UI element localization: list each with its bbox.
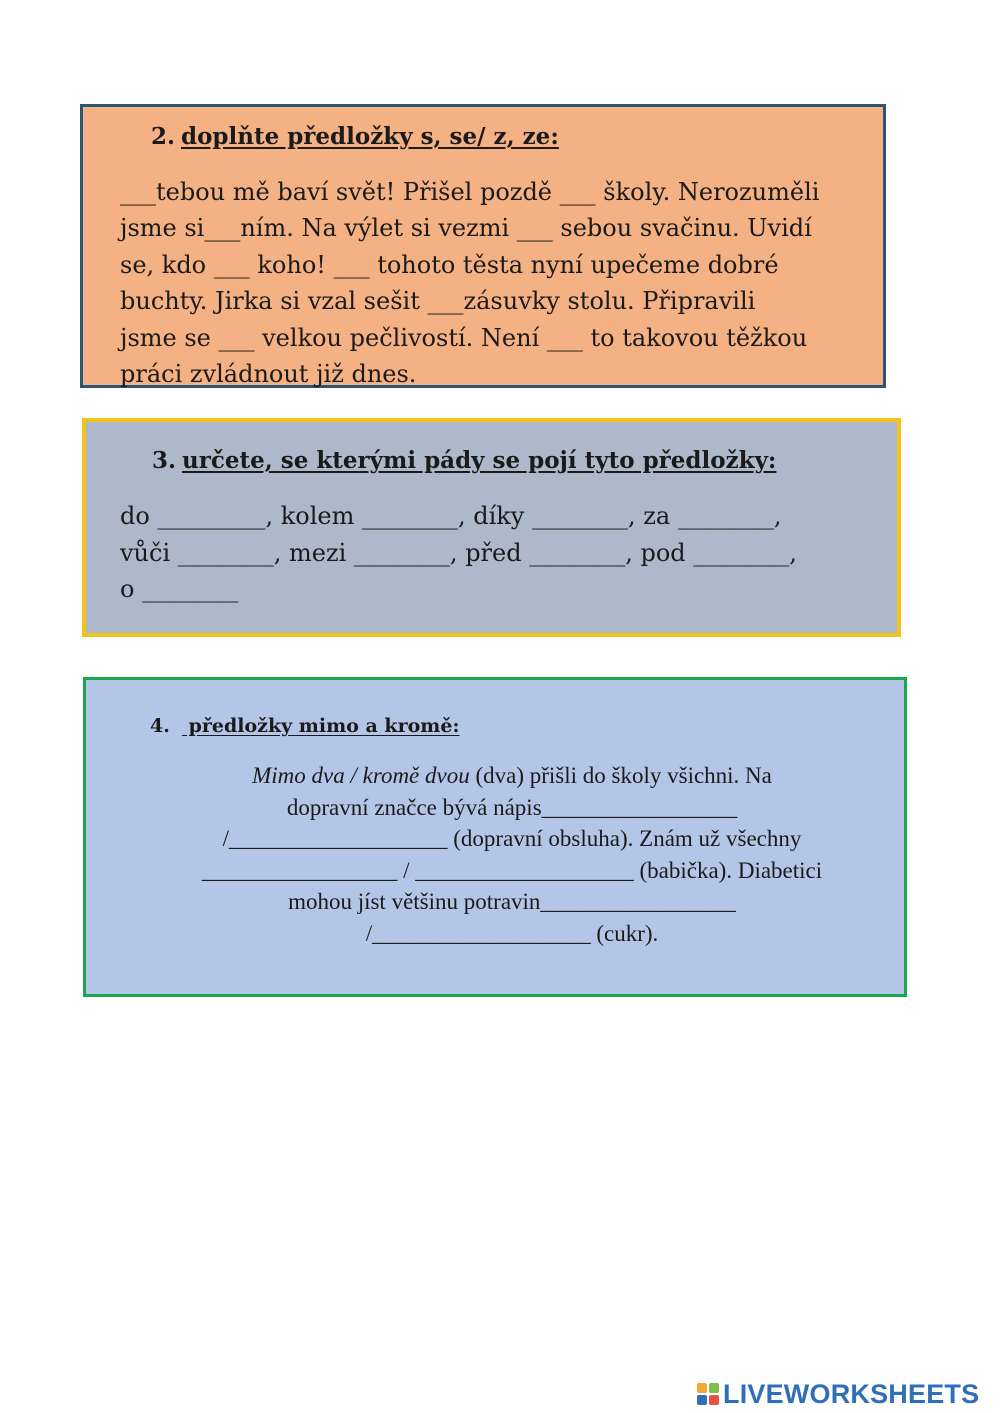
exercise-2-line: práci zvládnout již dnes. xyxy=(120,360,417,389)
exercise-2-heading xyxy=(151,123,559,150)
exercise-2-line: buchty. Jirka si vzal sešit ___zásuvky stolu. Připravili xyxy=(120,287,756,316)
logo-square-icon xyxy=(697,1395,707,1405)
exercise-3-number: 3. xyxy=(152,447,177,474)
exercise-4-line-rest: (dva) přišli do školy všichni. Na xyxy=(469,763,772,788)
liveworksheets-logo-icon xyxy=(697,1383,719,1405)
exercise-4-line: mohou jíst většinu potravin_________________ xyxy=(288,889,736,914)
exercise-4-example: Mimo dva / kromě dvou xyxy=(252,763,470,788)
exercise-2-line: se, kdo ___ koho! ___ tohoto těsta nyní upečeme dobré xyxy=(120,250,779,279)
exercise-4-number: 4. xyxy=(150,715,170,737)
exercise-4-line: dopravní značce bývá nápis_________________ xyxy=(286,794,738,820)
exercise-3-line: o ________ xyxy=(120,575,239,603)
logo-text: LIVEWORKSHEETS xyxy=(723,1378,980,1409)
exercise-3-box xyxy=(82,418,901,637)
exercise-2-line: jsme se ___ velkou pečlivostí. Není ___ to takovou těžkou xyxy=(120,323,808,352)
exercise-4-line: /___________________ (cukr). xyxy=(365,920,659,946)
exercise-4-line: /___________________ (dopravní obsluha). Znám už všechny xyxy=(222,826,802,851)
exercise-2-box xyxy=(80,104,886,388)
logo-square-icon xyxy=(709,1395,719,1405)
exercise-3-line: do _________, kolem ________, díky ________, za ________, xyxy=(120,502,782,530)
exercise-3-text xyxy=(120,498,880,608)
exercise-4-heading xyxy=(150,715,459,737)
exercise-2-title: doplňte předložky s, se/ z, ze: xyxy=(181,123,559,150)
exercise-3-line: vůči ________, mezi ________, před ________, pod ________, xyxy=(120,538,797,567)
exercise-4-text xyxy=(172,760,852,949)
exercise-4-line: _________________ / ___________________ (babička). Diabetici xyxy=(201,857,823,883)
exercise-4-line xyxy=(172,760,852,792)
liveworksheets-logo xyxy=(697,1377,979,1411)
logo-square-icon xyxy=(709,1383,719,1393)
logo-square-icon xyxy=(697,1383,707,1393)
exercise-2-number: 2. xyxy=(151,123,176,150)
exercise-3-heading xyxy=(152,447,776,474)
exercise-3-title: určete, se kterými pády se pojí tyto předložky: xyxy=(182,447,777,474)
exercise-2-line: jsme si___ním. Na výlet si vezmi ___ sebou svačinu. Uvidí xyxy=(120,214,812,243)
exercise-2-text xyxy=(120,174,880,392)
exercise-2-line: ___tebou mě baví svět! Přišel pozdě ___ školy. Nerozuměli xyxy=(120,178,820,206)
exercise-4-box xyxy=(83,677,907,997)
exercise-4-title: předložky mimo a kromě: xyxy=(182,715,460,737)
